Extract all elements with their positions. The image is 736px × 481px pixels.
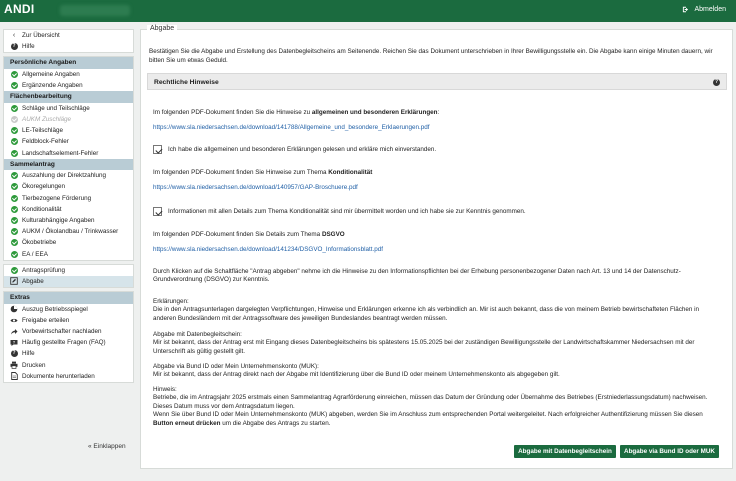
sidebar-item-drucken[interactable]: Drucken xyxy=(4,360,133,371)
datenbegleitschein-block: Abgabe mit Datenbegleitschein: Mir ist bekannt, dass der Antrag erst mit Eingang dieses Datenbegleitscheins bis spätestens 15.05.2025 bei der zuständigen Bewilligungsstelle der Landwirtschaftskammer Niedersachsen mit der Unterschrift als gültig gestellt gilt. xyxy=(153,331,695,355)
check-circle-icon xyxy=(11,82,18,89)
sidebar-item-oekobetriebe[interactable]: Ökobetriebe xyxy=(4,237,133,248)
link-declarations-pdf[interactable]: https://www.sla.niedersachsen.de/download/141788/Allgemeine_und_besondere_Erklaerungen.pdf xyxy=(153,124,430,131)
help-icon: ? xyxy=(12,43,16,50)
sidebar-item-abgabe[interactable]: Abgabe xyxy=(4,276,133,287)
legal-hints-title: Rechtliche Hinweise xyxy=(154,78,219,86)
sidebar-item-kulturabhaengige-angaben[interactable]: Kulturabhängige Angaben xyxy=(4,215,133,226)
edit-square-icon xyxy=(10,277,18,285)
check-circle-icon xyxy=(11,71,18,78)
link-conditionality-pdf[interactable]: https://www.sla.niedersachsen.de/download/140957/GAP-Broschuere.pdf xyxy=(153,184,358,191)
paragraph-dsgvo: Im folgenden PDF-Dokument finden Sie Details zum Thema DSGVO xyxy=(153,231,345,238)
submit-bundid-muk-button[interactable]: Abgabe via Bund ID oder MUK xyxy=(620,445,719,458)
sidebar-item-allgemeine-angaben[interactable]: Allgemeine Angaben xyxy=(4,69,133,80)
sidebar xyxy=(3,29,134,443)
declarations-block: Erklärungen: Die in den Antragsunterlagen dargelegten Verpflichtungen, Hinweise und Erklärungen erkenne ich als verbindlich an. Mir ist auch bekannt, dass die von meinem Betrieb bewirtschafteten Flächen in anderen Bundesländern mit der Antragssoftware des jeweiligen Bundeslandes beantragt werden müssen. xyxy=(153,298,700,322)
logout-button[interactable] xyxy=(682,6,726,13)
section-header-personal: Persönliche Angaben xyxy=(4,57,133,69)
sidebar-item-landschaftselement-fehler[interactable]: Landschaftselement-Fehler xyxy=(4,148,133,159)
sidebar-item-faq[interactable]: ? Häufig gestellte Fragen (FAQ) xyxy=(4,337,133,348)
document-icon xyxy=(11,372,18,380)
sidebar-top-block xyxy=(3,29,134,53)
paragraph-conditionality: Im folgenden PDF-Dokument finden Sie Hinweise zum Thema Konditionalität xyxy=(153,169,373,176)
logout-label: Abmelden xyxy=(694,6,726,13)
sidebar-item-oekoregelungen[interactable]: Ökoregelungen xyxy=(4,181,133,192)
sidebar-item-freigabe[interactable]: Freigabe erteilen xyxy=(4,315,133,326)
link-dsgvo-pdf[interactable]: https://www.sla.niedersachsen.de/download/141234/DSGVO_Informationsblatt.pdf xyxy=(153,246,383,253)
sidebar-item-auszahlung[interactable]: Auszahlung der Direktzahlung xyxy=(4,170,133,181)
check-circle-icon xyxy=(11,206,18,213)
panel-title: Abgabe xyxy=(147,25,177,32)
sidebar-item-konditionalitaet[interactable]: Konditionalität xyxy=(4,204,133,215)
app-logo: ANDI xyxy=(4,2,35,16)
sidebar-item-betriebsspiegel[interactable]: Auszug Betriebsspiegel xyxy=(4,304,133,315)
paragraph-dsgvo-notice: Durch Klicken auf die Schaltfläche "Antrag abgeben" nehme ich die Hinweise zu den Informationspflichten bei der Erhebung personenbezogener Daten nach Art. 13 und 14 der Datenschutz-Grundverordnung (DSGVO) zur Kenntnis. xyxy=(153,268,681,284)
check-circle-icon xyxy=(11,172,18,179)
check-circle-icon xyxy=(11,217,18,224)
check-circle-icon xyxy=(11,183,18,190)
share-icon xyxy=(10,328,18,336)
sidebar-item-overview[interactable]: ‹ Zur Übersicht xyxy=(4,30,133,41)
collapse-sidebar-link[interactable]: « Einklappen xyxy=(88,443,126,450)
notice-block: Hinweis: Betriebe, die im Antragsjahr 2025 erstmals einen Sammelantrag Agrarförderung einreichen, müssen das Datum der Gründung oder Übernahme des Betriebes (Erstniederlassungsdatum) nachweisen. Dieses Datum muss vor dem Antragsdatum liegen. Wenn Sie über Bund ID oder Mein Unternehmenskonto (MUK) abgeben, werden Sie im Anschluss zum entsprechenden Portal weitergeleitet. Nach erfolgreicher Authentifizierung müssen Sie diesen Button erneut drücken um die Abgabe des Antrags zu starten. xyxy=(153,386,708,427)
svg-text:?: ? xyxy=(12,339,16,345)
sidebar-item-tierbezogene-foerderung[interactable]: Tierbezogene Förderung xyxy=(4,193,133,204)
eye-icon xyxy=(10,317,18,324)
sidebar-item-help[interactable]: ? Hilfe xyxy=(12,43,35,51)
checkbox-checked[interactable] xyxy=(153,145,162,154)
check-circle-icon xyxy=(11,127,18,134)
paragraph-declarations: Im folgenden PDF-Dokument finden Sie die Hinweise zu allgemeinen und besonderen Erklärungen: xyxy=(153,109,440,116)
checkbox-checked[interactable] xyxy=(153,207,162,216)
sidebar-item-feldblock-fehler[interactable]: Feldblock-Fehler xyxy=(4,136,133,147)
sidebar-item-aukm-zuschlaege: AUKM Zuschläge xyxy=(4,114,133,125)
pie-chart-icon xyxy=(10,305,18,313)
sidebar-item-dokumente[interactable]: Dokumente herunterladen xyxy=(4,371,133,382)
legal-hints-header[interactable] xyxy=(147,73,727,90)
submit-datenbegleitschein-button[interactable]: Abgabe mit Datenbegleitschein xyxy=(514,445,616,458)
sidebar-item-le-teilschlaege[interactable]: LE-Teilschläge xyxy=(4,125,133,136)
printer-icon xyxy=(10,361,18,369)
muk-block: Abgabe via Bund ID oder Mein Unternehmenskonto (MUK): Mir ist bekannt, dass der Antrag direkt nach der Abgabe mit Identifizierung über die Bund ID oder meinem Unternehmenskonto als abgegeben gilt. xyxy=(153,363,560,379)
logout-icon xyxy=(682,6,690,13)
check-circle-icon xyxy=(11,239,18,246)
sidebar-item-schlaege[interactable]: Schläge und Teilschläge xyxy=(4,103,133,114)
top-bar xyxy=(0,0,736,22)
sidebar-item-antragspruefung[interactable]: Antragsprüfung xyxy=(4,265,133,276)
checkbox-declarations[interactable]: Ich habe die allgemeinen und besonderen Erklärungen gelesen und erkläre mich einverstanden. xyxy=(153,145,436,154)
check-circle-icon xyxy=(11,228,18,235)
help-icon: ? xyxy=(12,350,16,357)
question-bubble-icon xyxy=(10,339,18,347)
check-circle-icon xyxy=(11,251,18,258)
sidebar-extras-block xyxy=(3,291,134,383)
intro-text: Bestätigen Sie die Abgabe und Erstellung des Datenbegleitscheins am Seitenende. Reichen Sie das Dokument unterschrieben in Ihrer Bewilligungsstelle ein. Die Abgabe kann einige Minuten dauern, wir bitten Sie um etwas Geduld. xyxy=(149,48,713,64)
sidebar-item-aukm-oekolandbau[interactable]: AUKM / Ökolandbau / Trinkwasser xyxy=(4,226,133,237)
redacted-user-info xyxy=(60,5,130,16)
check-circle-icon xyxy=(11,267,18,274)
help-icon[interactable]: ? xyxy=(714,78,719,85)
section-header-extras: Extras xyxy=(4,292,133,304)
sidebar-main-block xyxy=(3,56,134,260)
check-circle-icon xyxy=(11,116,18,123)
check-circle-icon xyxy=(11,138,18,145)
check-circle-icon xyxy=(11,195,18,202)
checkbox-conditionality[interactable]: Informationen mit allen Details zum Thema Konditionalität sind mir übermittelt worden und ich habe sie zur Kenntnis genommen. xyxy=(153,207,526,216)
section-header-sammelantrag: Sammelantrag xyxy=(4,159,133,171)
sidebar-item-ergaenzende-angaben[interactable]: Ergänzende Angaben xyxy=(4,80,133,91)
submission-panel xyxy=(140,25,733,469)
section-header-flaechen: Flächenbearbeitung xyxy=(4,91,133,103)
check-circle-icon xyxy=(11,105,18,112)
sidebar-submit-block xyxy=(3,264,134,288)
sidebar-item-vorbewirtschafter[interactable]: Vorbewirtschafter nachladen xyxy=(4,326,133,337)
chevron-left-icon: ‹ xyxy=(12,32,16,39)
sidebar-item-ea-eea[interactable]: EA / EEA xyxy=(4,249,133,260)
check-circle-icon xyxy=(11,150,18,157)
sidebar-item-extras-help[interactable]: ? Hilfe xyxy=(12,350,35,358)
